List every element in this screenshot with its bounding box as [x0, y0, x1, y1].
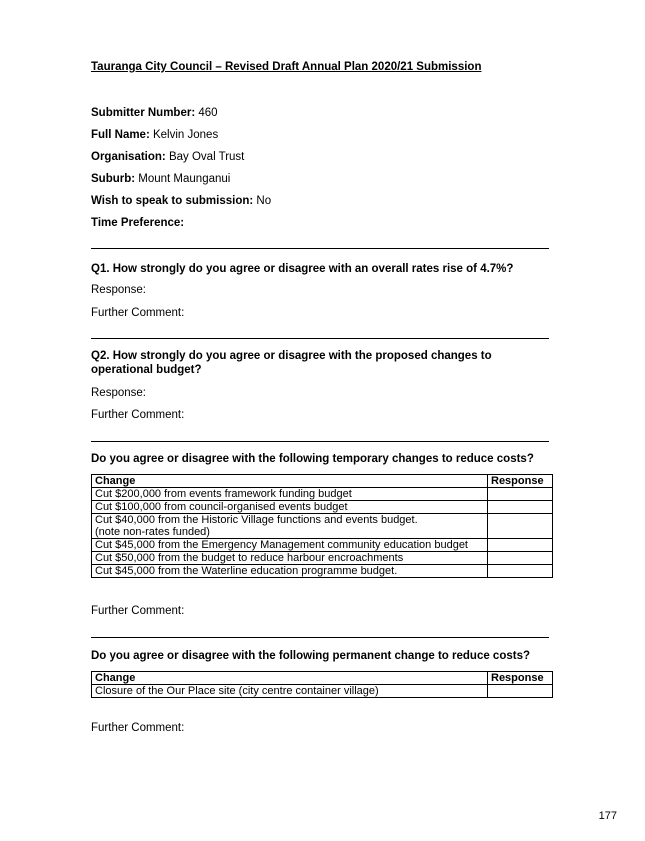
table-row — [92, 539, 553, 552]
response-cell[interactable] — [488, 685, 553, 698]
field-label: Wish to speak to submission: — [91, 195, 254, 207]
field-value: No — [253, 195, 272, 207]
divider — [91, 338, 549, 339]
q2-question: Q2. How strongly do you agree or disagree with the proposed changes to operational budget? — [91, 350, 492, 376]
q2-response-label: Response: — [91, 387, 146, 399]
field-label: Submitter Number: — [91, 107, 196, 119]
field-value: Bay Oval Trust — [165, 151, 245, 163]
permanent-change-table — [91, 671, 553, 698]
field-time-preference — [91, 216, 184, 230]
document-title: Tauranga City Council – Revised Draft Annual Plan 2020/21 Submission — [91, 61, 482, 73]
response-cell[interactable] — [488, 539, 553, 552]
q1-comment-label: Further Comment: — [91, 307, 185, 319]
field-submitter-number — [91, 106, 218, 120]
response-cell[interactable] — [488, 488, 553, 501]
table-row — [92, 565, 553, 578]
field-label: Full Name: — [91, 129, 150, 141]
temporary-question: Do you agree or disagree with the following temporary changes to reduce costs? — [91, 453, 534, 465]
response-cell[interactable] — [488, 501, 553, 514]
q1-question: Q1. How strongly do you agree or disagree with an overall rates rise of 4.7%? — [91, 263, 514, 275]
q2-comment-label: Further Comment: — [91, 409, 185, 421]
q1-response-label: Response: — [91, 284, 146, 296]
field-label: Organisation: — [91, 151, 166, 163]
field-organisation — [91, 150, 244, 164]
field-suburb — [91, 172, 230, 186]
divider — [91, 441, 549, 442]
change-cell: Cut $100,000 from council-organised events budget — [92, 501, 488, 514]
page-number: 177 — [598, 810, 617, 822]
column-header-response: Response — [488, 672, 553, 685]
field-wish-to-speak — [91, 194, 271, 208]
field-label: Time Preference: — [91, 217, 185, 229]
table-row — [92, 501, 553, 514]
table-header-row — [92, 672, 553, 685]
column-header-change: Change — [92, 475, 488, 488]
field-full-name — [91, 128, 218, 142]
divider — [91, 248, 549, 249]
table-row — [92, 685, 553, 698]
table-row — [92, 514, 553, 539]
response-cell[interactable] — [488, 565, 553, 578]
table-row — [92, 552, 553, 565]
divider — [91, 637, 549, 638]
response-cell[interactable] — [488, 552, 553, 565]
change-cell — [92, 514, 488, 539]
field-value: 460 — [195, 107, 218, 119]
column-header-change: Change — [92, 672, 488, 685]
change-cell: Cut $50,000 from the budget to reduce harbour encroachments — [92, 552, 488, 565]
response-cell[interactable] — [488, 514, 553, 539]
change-cell: Cut $45,000 from the Waterline education programme budget. — [92, 565, 488, 578]
table-row — [92, 488, 553, 501]
field-value: Mount Maunganui — [135, 173, 231, 185]
change-cell: Cut $200,000 from events framework funding budget — [92, 488, 488, 501]
temporary-changes-table — [91, 474, 553, 578]
change-note: (note non-rates funded) — [95, 526, 210, 538]
permanent-comment-label: Further Comment: — [91, 722, 185, 734]
field-value: Kelvin Jones — [149, 129, 219, 141]
temporary-comment-label: Further Comment: — [91, 605, 185, 617]
change-cell: Closure of the Our Place site (city centre container village) — [92, 685, 488, 698]
field-label: Suburb: — [91, 173, 136, 185]
table-header-row — [92, 475, 553, 488]
permanent-question: Do you agree or disagree with the following permanent change to reduce costs? — [91, 650, 530, 662]
change-text: Cut $40,000 from the Historic Village functions and events budget. — [95, 514, 418, 526]
change-cell: Cut $45,000 from the Emergency Management community education budget — [92, 539, 488, 552]
column-header-response: Response — [488, 475, 553, 488]
